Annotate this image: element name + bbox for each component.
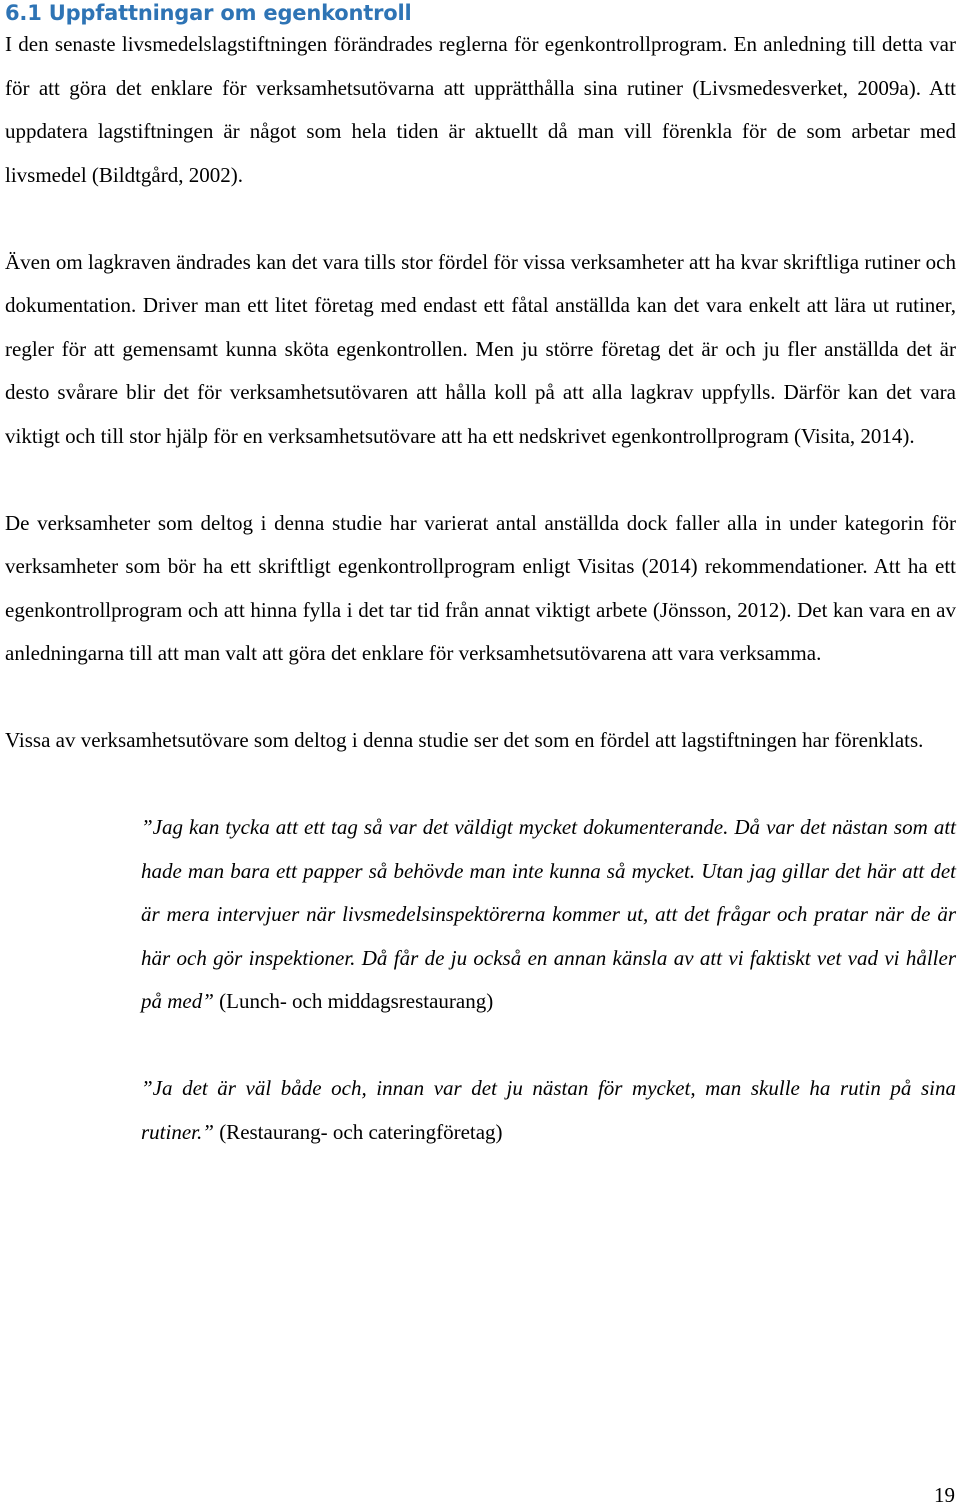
interview-quote-1 (141, 806, 956, 1024)
quote-text: ”Ja det är väl både och, innan var det ju nästan för mycket, man skulle ha rutin på sina rutiner.” (141, 1076, 956, 1144)
paragraph-4: Vissa av verksamhetsutövare som deltog i denna studie ser det som en fördel att lagstiftningen har förenklats. (5, 728, 924, 752)
interview-quote-2 (141, 1067, 956, 1154)
paragraph-1: I den senaste livsmedelslagstiftningen förändrades reglerna för egenkontrollprogram. En anledning till detta var för att göra det enklare för verksamhetsutövarna att upprätthålla sina rutiner (Livsmedesverket, 2009a). Att uppdatera lagstiftningen är något som hela tiden är aktuellt då man vill förenkla för de som arbetar med livsmedel (Bildtgård, 2002). (5, 32, 956, 187)
paragraph-spacer (5, 458, 956, 502)
paragraph-spacer (5, 676, 956, 720)
paragraph-spacer (5, 197, 956, 241)
quote-text: ”Jag kan tycka att ett tag så var det väldigt mycket dokumenterande. Då var det nästan som att hade man bara ett papper så behövde man inte kunna så mycket. Utan jag gillar det här att det är mera intervjuer när livsmedelsinspektörerna kommer ut, att det frågar och pratar när de är här och gör inspektioner. Då får de ju också en annan känsla av att vi faktiskt vet vad vi håller på med” (141, 815, 956, 1013)
page-number: 19 (934, 1483, 955, 1507)
quote-source: (Restaurang- och cateringföretag) (213, 1119, 503, 1144)
paragraph-3: De verksamheter som deltog i denna studie har varierat antal anställda dock faller alla in under kategorin för verksamheter som bör ha ett skriftligt egenkontrollprogram enligt Visitas (2014) rekommendationer. Att ha ett egenkontrollprogram och att hinna fylla i det tar tid från annat viktigt arbete (Jönsson, 2012). Det kan vara en av anledningarna till att man valt att göra det enklare för verksamhetsutövarena att vara verksamma. (5, 510, 956, 665)
section-heading: 6.1 Uppfattningar om egenkontroll (5, 1, 412, 25)
quote-source: (Lunch- och middagsrestaurang) (213, 989, 494, 1013)
paragraph-spacer (5, 763, 956, 807)
document-page (5, 0, 956, 1154)
paragraph-2: Även om lagkraven ändrades kan det vara tills stor fördel för vissa verksamheter att ha kvar skriftliga rutiner och dokumentation. Driver man ett litet företag med endast ett fåtal anställda kan det vara enkelt att lära ut rutiner, regler för att gemensamt kunna sköta egenkontrollen. Men ju större företag det är och ju fler anställda det är desto svårare blir det för verksamhetsutövaren att hålla koll på att alla lagkrav uppfylls. Därför kan det vara viktigt och till stor hjälp för en verksamhetsutövare att ha ett nedskrivet egenkontrollprogram (Visita, 2014). (5, 249, 956, 448)
paragraph-spacer (5, 1024, 956, 1068)
